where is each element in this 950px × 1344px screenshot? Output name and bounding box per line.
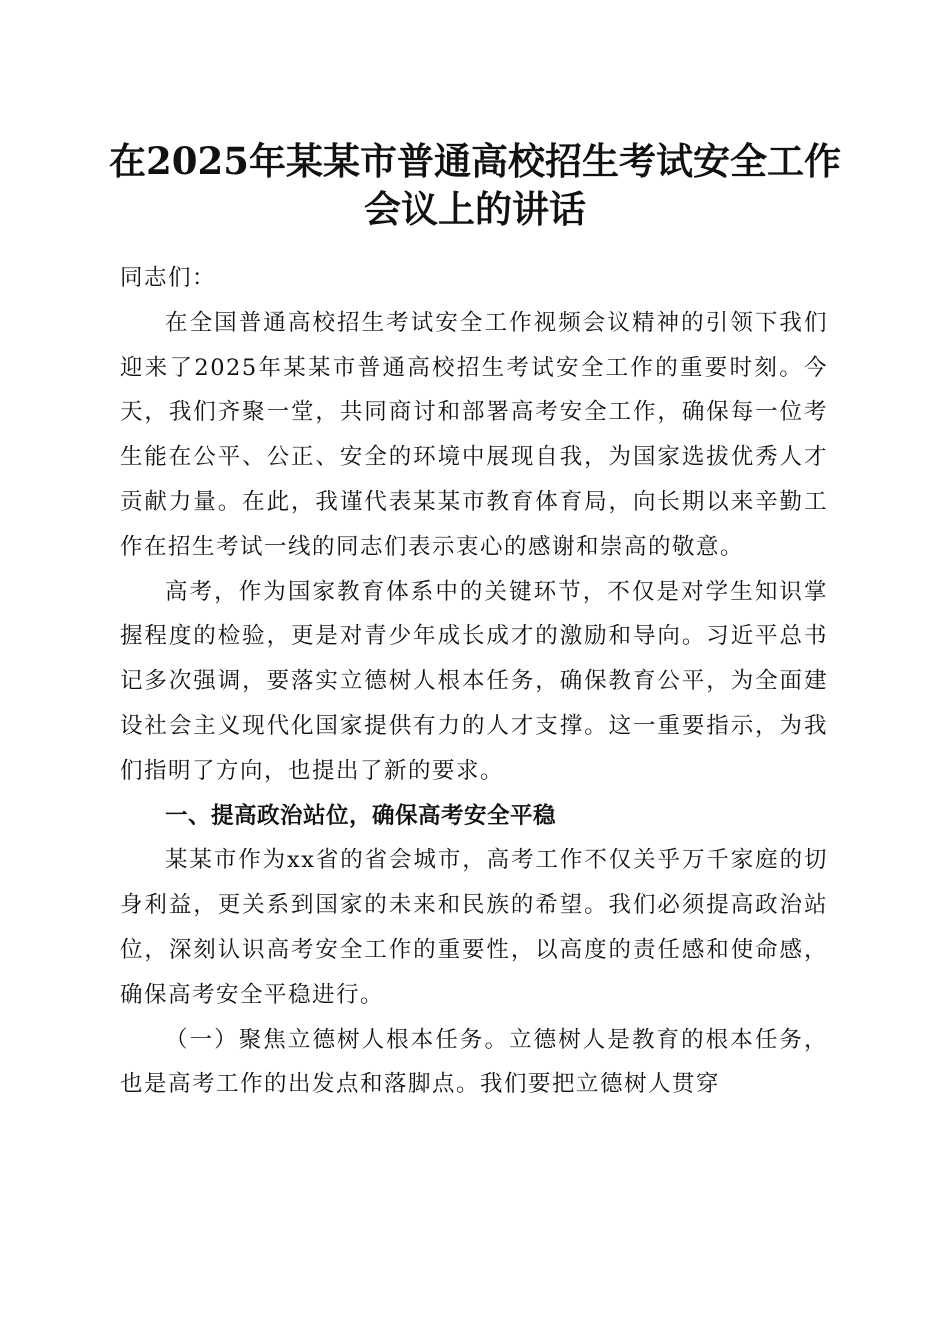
- subsection-1: [120, 1018, 828, 1108]
- subsection-1-lead: （一）聚焦立德树人根本任务。: [165, 1026, 510, 1053]
- title-line-2: 会议上的讲话: [364, 187, 586, 231]
- paragraph-3: 某某市作为xx省的省会城市，高考工作不仅关乎万千家庭的切身利益，更关系到国家的未来和民族的希望。我们必须提高政治站位，深刻认识高考安全工作的重要性，以高度的责任感和使命感，确保高考安全平稳进行。: [120, 847, 828, 1008]
- paragraph-1: 在全国普通高校招生考试安全工作视频会议精神的引领下我们迎来了2025年某某市普通高校招生考试安全工作的重要时刻。今天，我们齐聚一堂，共同商讨和部署高考安全工作，确保每一位考生能在公平、公正、安全的环境中展现自我，为国家选拔优秀人才贡献力量。在此，我谨代表某某市教育体育局，向长期以来辛勤工作在招生考试一线的同志们表示衷心的感谢和崇高的敬意。: [120, 309, 828, 560]
- subsection-1-text: 立德树人是教育的根本任务，也是高考工作的出发点和落脚点。我们要把立德树人贯穿: [120, 1026, 828, 1098]
- document-title: [0, 137, 950, 233]
- title-line-1: 在2025年某某市普通高校招生考试安全工作: [109, 139, 841, 183]
- section-heading-1: 一、提高政治站位，确保高考安全平稳: [165, 802, 557, 829]
- paragraph-2: 高考，作为国家教育体系中的关键环节，不仅是对学生知识掌握程度的检验，更是对青少年成长成才的激励和导向。习近平总书记多次强调，要落实立德树人根本任务，确保教育公平，为全面建设社会主义现代化国家提供有力的人才支撑。这一重要指示，为我们指明了方向，也提出了新的要求。: [120, 578, 828, 784]
- salutation: 同志们：: [120, 265, 217, 291]
- document-body: [120, 256, 828, 1107]
